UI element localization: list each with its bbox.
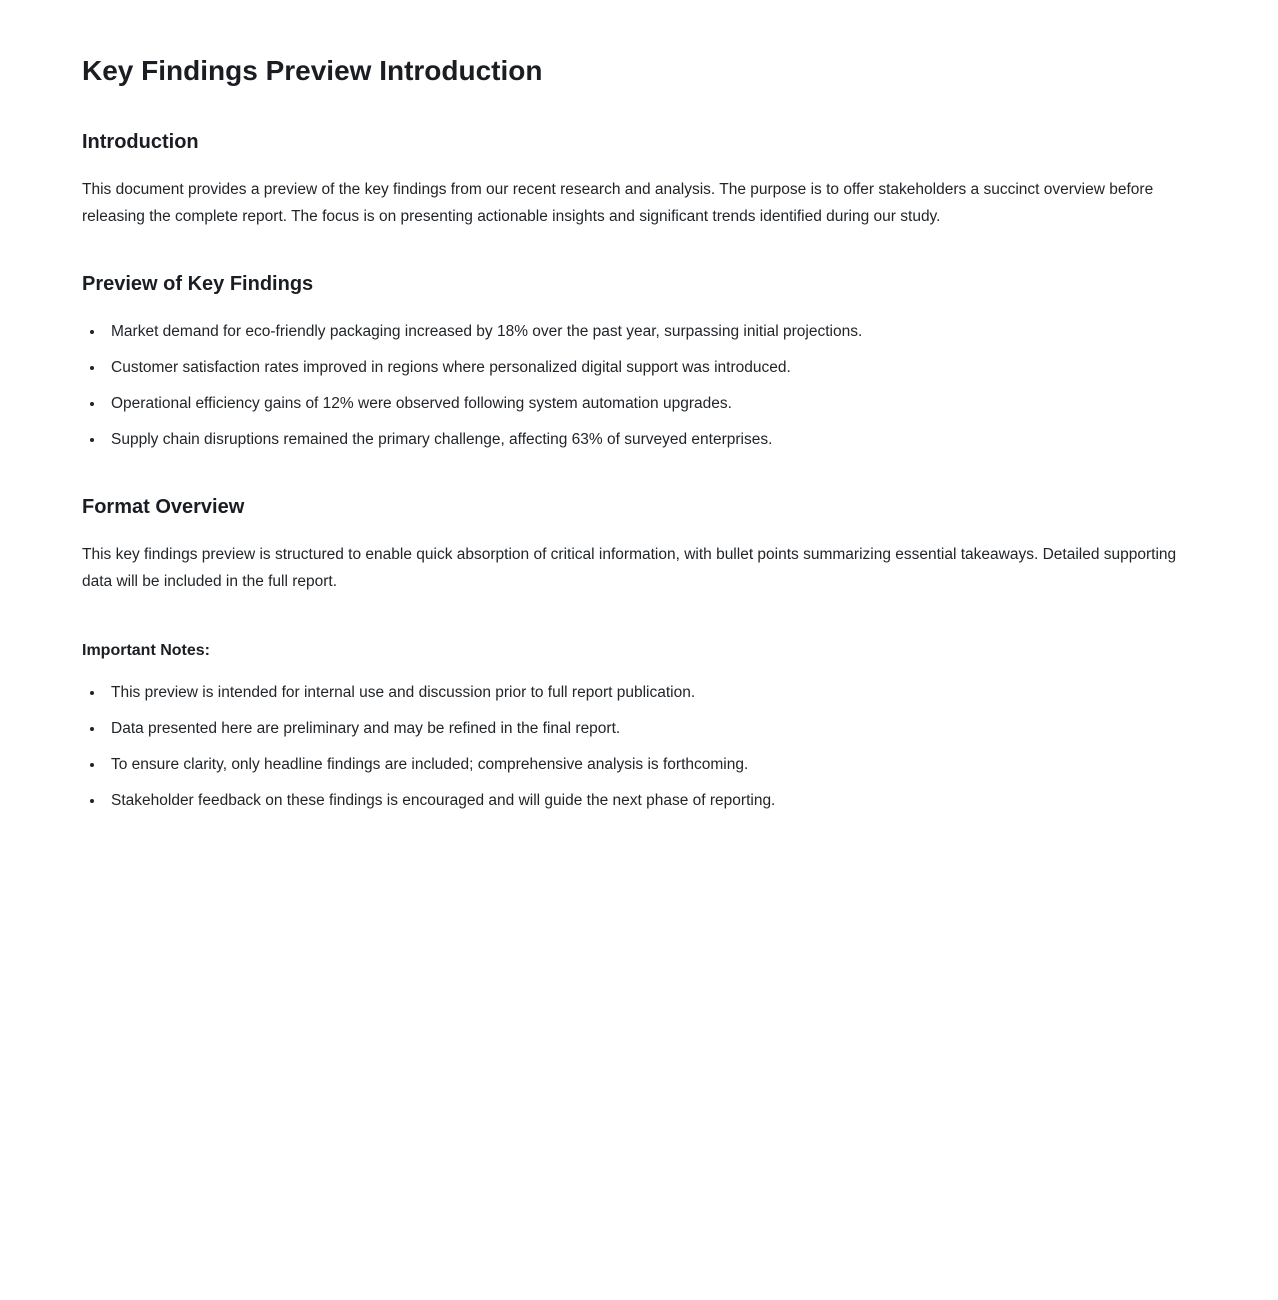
section-preview-of-key-findings (82, 272, 1180, 453)
document-title: Key Findings Preview Introduction (82, 55, 543, 86)
important-notes-list (82, 679, 1180, 814)
list-item: • Operational efficiency gains of 12% were observed following system automation upgrades. (105, 390, 1180, 417)
list-item: • Supply chain disruptions remained the primary challenge, affecting 63% of surveyed enterprises. (105, 426, 1180, 453)
list-item: • To ensure clarity, only headline findings are included; comprehensive analysis is forthcoming. (105, 751, 1180, 778)
format-overview-paragraph: This key findings preview is structured to enable quick absorption of critical information, with bullet points summarizing essential takeaways. Detailed supporting data will be included in the full report. (82, 545, 1177, 590)
key-findings-list (82, 318, 1180, 453)
introduction-paragraph: This document provides a preview of the key findings from our recent research and analysis. The purpose is to offer stakeholders a succinct overview before releasing the complete report. The focus is on presenting actionable insights and significant trends identified during our study. (82, 180, 1154, 225)
list-item: • Data presented here are preliminary and may be refined in the final report. (105, 715, 1180, 742)
format-overview-heading: Format Overview (82, 495, 245, 518)
introduction-heading: Introduction (82, 130, 199, 153)
preview-heading: Preview of Key Findings (82, 272, 314, 295)
section-important-notes (82, 641, 1180, 815)
section-introduction (82, 130, 1180, 230)
section-format-overview (82, 495, 1180, 595)
list-item: • Stakeholder feedback on these findings is encouraged and will guide the next phase of reporting. (105, 787, 1180, 814)
list-item: • This preview is intended for internal use and discussion prior to full report publication. (105, 679, 1180, 706)
list-item: • Market demand for eco-friendly packaging increased by 18% over the past year, surpassing initial projections. (105, 318, 1180, 345)
important-notes-heading: Important Notes: (82, 641, 210, 659)
list-item: • Customer satisfaction rates improved in regions where personalized digital support was introduced. (105, 354, 1180, 381)
